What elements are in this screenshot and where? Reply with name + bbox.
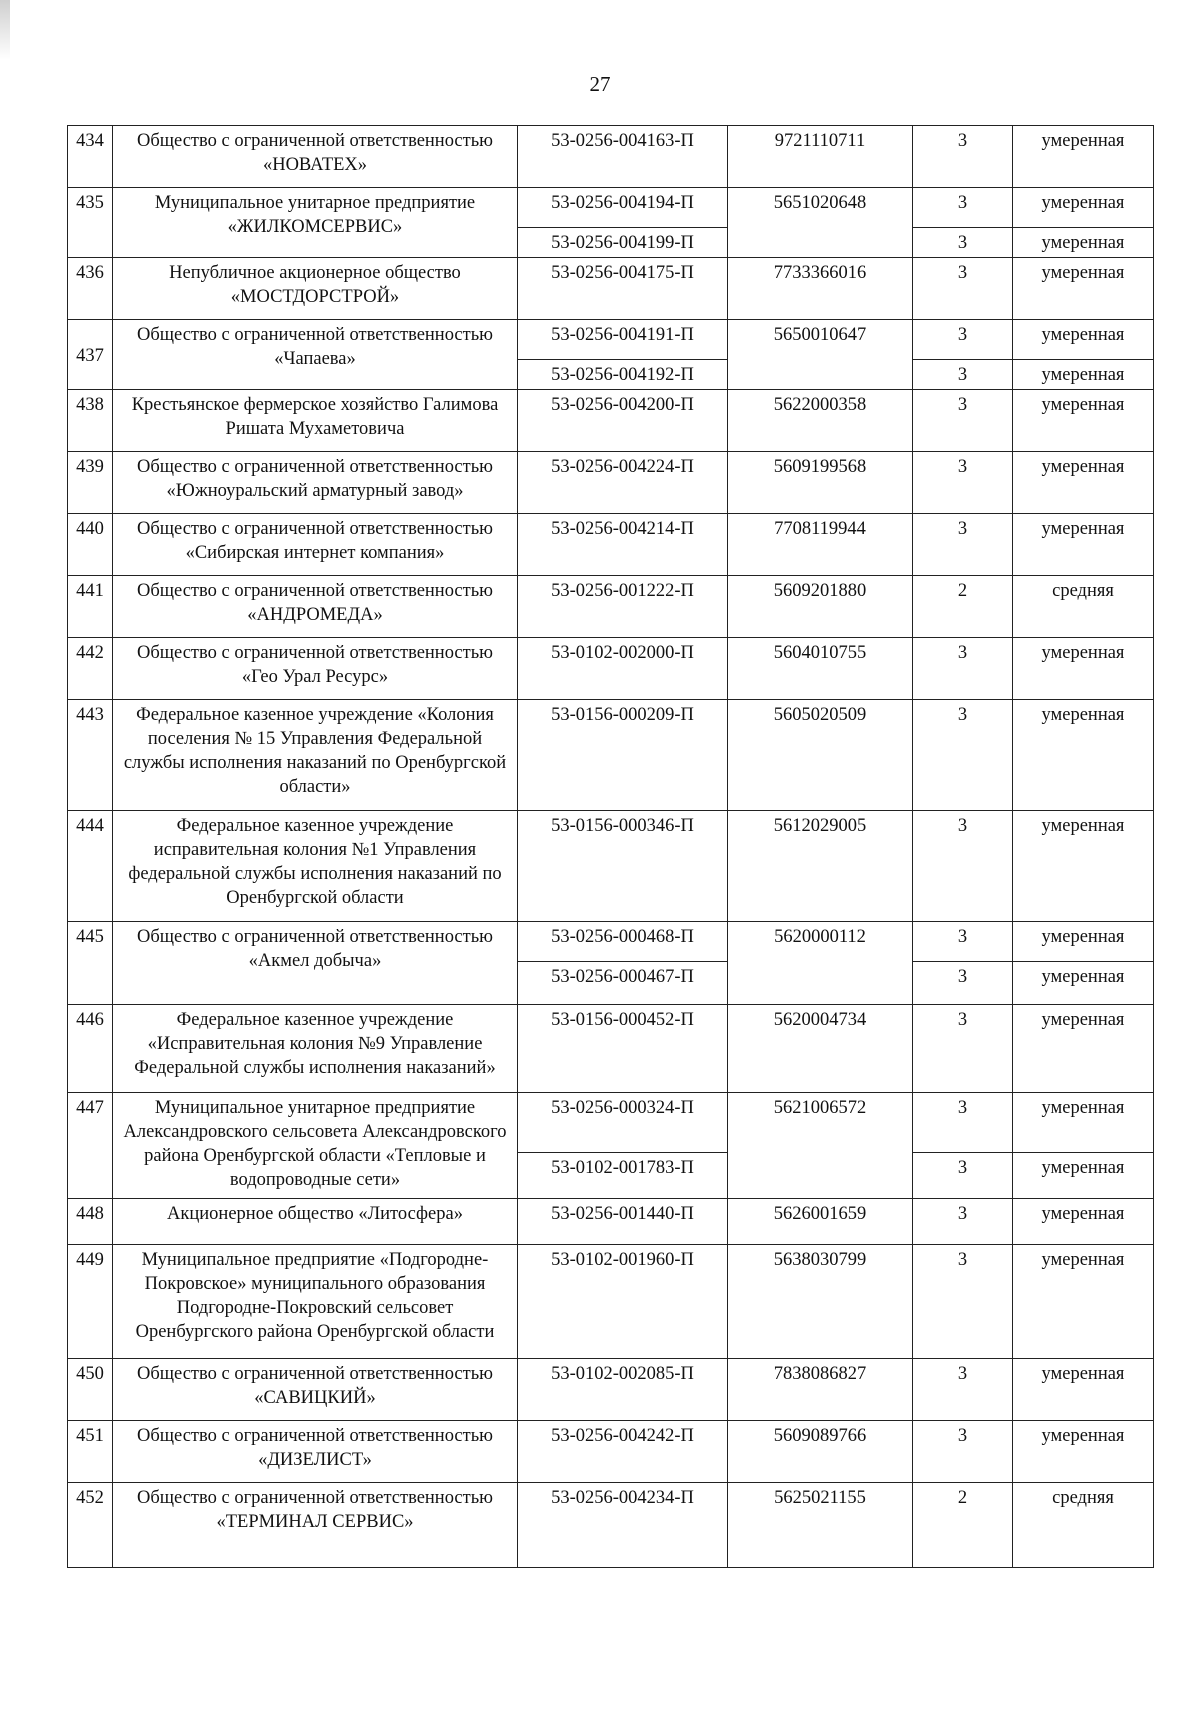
inn-value: 5626001659 [728, 1199, 913, 1245]
object-code: 53-0102-002000-П [518, 638, 728, 700]
risk-level: умеренная [1013, 188, 1154, 228]
object-code: 53-0256-000468-П [518, 922, 728, 962]
object-code: 53-0156-000209-П [518, 700, 728, 811]
row-number: 442 [68, 638, 113, 700]
object-code: 53-0256-004199-П [518, 228, 728, 258]
inn-value: 5622000358 [728, 390, 913, 452]
risk-level: умеренная [1013, 962, 1154, 1005]
object-code: 53-0256-004234-П [518, 1483, 728, 1568]
risk-level: умеренная [1013, 922, 1154, 962]
organization-name: Муниципальное унитарное предприятие «ЖИЛКОМСЕРВИС» [113, 188, 518, 258]
table-row [68, 390, 1154, 452]
inn-value: 5638030799 [728, 1245, 913, 1359]
object-code: 53-0256-000467-П [518, 962, 728, 1005]
organization-name: Общество с ограниченной ответственностью «ТЕРМИНАЛ СЕРВИС» [113, 1483, 518, 1568]
risk-level: умеренная [1013, 228, 1154, 258]
hazard-category: 3 [913, 922, 1013, 962]
page-number: 27 [589, 72, 611, 96]
hazard-category: 3 [913, 1245, 1013, 1359]
object-code: 53-0256-004163-П [518, 126, 728, 188]
row-number: 440 [68, 514, 113, 576]
risk-level: умеренная [1013, 390, 1154, 452]
risk-level: умеренная [1013, 1359, 1154, 1421]
organization-name: Общество с ограниченной ответственностью «НОВАТЕХ» [113, 126, 518, 188]
hazard-category: 3 [913, 811, 1013, 922]
table-row [68, 811, 1154, 922]
table-row [68, 1093, 1154, 1153]
row-number: 448 [68, 1199, 113, 1245]
registry-table [67, 125, 1154, 1568]
table-row [68, 1421, 1154, 1483]
risk-level: умеренная [1013, 320, 1154, 360]
registry-table-body [68, 126, 1154, 1568]
organization-name: Федеральное казенное учреждение «Исправительная колония №9 Управление Федеральной службы исполнения наказаний» [113, 1005, 518, 1093]
row-number: 438 [68, 390, 113, 452]
organization-name: Общество с ограниченной ответственностью «АНДРОМЕДА» [113, 576, 518, 638]
table-row [68, 1483, 1154, 1568]
inn-value: 5612029005 [728, 811, 913, 922]
organization-name: Общество с ограниченной ответственностью «Чапаева» [113, 320, 518, 390]
row-number: 451 [68, 1421, 113, 1483]
inn-value: 5605020509 [728, 700, 913, 811]
row-number: 437 [68, 320, 113, 390]
inn-value: 5620000112 [728, 922, 913, 1005]
table-row [68, 922, 1154, 962]
hazard-category: 3 [913, 188, 1013, 228]
organization-name: Муниципальное предприятие «Подгородне-Покровское» муниципального образования Подгородне-Покровский сельсовет Оренбургского района Оренбургской области [113, 1245, 518, 1359]
inn-value: 7838086827 [728, 1359, 913, 1421]
object-code: 53-0102-001783-П [518, 1153, 728, 1199]
hazard-category: 3 [913, 1421, 1013, 1483]
object-code: 53-0102-002085-П [518, 1359, 728, 1421]
risk-level: умеренная [1013, 1199, 1154, 1245]
hazard-category: 3 [913, 1005, 1013, 1093]
row-number: 452 [68, 1483, 113, 1568]
table-row [68, 126, 1154, 188]
inn-value: 9721110711 [728, 126, 913, 188]
risk-level: умеренная [1013, 514, 1154, 576]
row-number: 434 [68, 126, 113, 188]
table-row [68, 1199, 1154, 1245]
inn-value: 5609199568 [728, 452, 913, 514]
inn-value: 5651020648 [728, 188, 913, 258]
row-number: 441 [68, 576, 113, 638]
table-row [68, 514, 1154, 576]
organization-name: Федеральное казенное учреждение «Колония поселения № 15 Управления Федеральной службы исполнения наказаний по Оренбургской области» [113, 700, 518, 811]
risk-level: умеренная [1013, 700, 1154, 811]
hazard-category: 3 [913, 700, 1013, 811]
risk-level: умеренная [1013, 638, 1154, 700]
risk-level: средняя [1013, 576, 1154, 638]
risk-level: умеренная [1013, 452, 1154, 514]
hazard-category: 3 [913, 390, 1013, 452]
inn-value: 5620004734 [728, 1005, 913, 1093]
organization-name: Муниципальное унитарное предприятие Александровского сельсовета Александровского района Оренбургской области «Тепловые и водопроводные сети» [113, 1093, 518, 1199]
organization-name: Федеральное казенное учреждение исправительная колония №1 Управления федеральной службы исполнения наказаний по Оренбургской области [113, 811, 518, 922]
hazard-category: 3 [913, 1093, 1013, 1153]
object-code: 53-0156-000346-П [518, 811, 728, 922]
hazard-category: 2 [913, 576, 1013, 638]
hazard-category: 3 [913, 258, 1013, 320]
row-number: 443 [68, 700, 113, 811]
risk-level: умеренная [1013, 258, 1154, 320]
risk-level: умеренная [1013, 1421, 1154, 1483]
row-number: 436 [68, 258, 113, 320]
row-number: 435 [68, 188, 113, 258]
object-code: 53-0256-004194-П [518, 188, 728, 228]
table-row [68, 700, 1154, 811]
hazard-category: 3 [913, 228, 1013, 258]
hazard-category: 2 [913, 1483, 1013, 1568]
table-row [68, 452, 1154, 514]
organization-name: Общество с ограниченной ответственностью «Акмел добыча» [113, 922, 518, 1005]
organization-name: Общество с ограниченной ответственностью «Южноуральский арматурный завод» [113, 452, 518, 514]
row-number: 446 [68, 1005, 113, 1093]
object-code: 53-0256-004224-П [518, 452, 728, 514]
table-row [68, 188, 1154, 228]
inn-value: 7733366016 [728, 258, 913, 320]
risk-level: умеренная [1013, 360, 1154, 390]
hazard-category: 3 [913, 638, 1013, 700]
risk-level: умеренная [1013, 811, 1154, 922]
table-row [68, 1005, 1154, 1093]
row-number: 444 [68, 811, 113, 922]
inn-value: 5625021155 [728, 1483, 913, 1568]
inn-value: 5650010647 [728, 320, 913, 390]
organization-name: Общество с ограниченной ответственностью «Гео Урал Ресурс» [113, 638, 518, 700]
scan-edge [0, 0, 10, 60]
table-row [68, 320, 1154, 360]
table-row [68, 638, 1154, 700]
object-code: 53-0256-000324-П [518, 1093, 728, 1153]
inn-value: 7708119944 [728, 514, 913, 576]
organization-name: Акционерное общество «Литосфера» [113, 1199, 518, 1245]
hazard-category: 3 [913, 1359, 1013, 1421]
risk-level: умеренная [1013, 126, 1154, 188]
row-number: 439 [68, 452, 113, 514]
object-code: 53-0256-004200-П [518, 390, 728, 452]
hazard-category: 3 [913, 514, 1013, 576]
organization-name: Непубличное акционерное общество «МОСТДОРСТРОЙ» [113, 258, 518, 320]
hazard-category: 3 [913, 1199, 1013, 1245]
organization-name: Общество с ограниченной ответственностью «Сибирская интернет компания» [113, 514, 518, 576]
hazard-category: 3 [913, 360, 1013, 390]
hazard-category: 3 [913, 126, 1013, 188]
object-code: 53-0256-001222-П [518, 576, 728, 638]
risk-level: умеренная [1013, 1153, 1154, 1199]
hazard-category: 3 [913, 320, 1013, 360]
table-row [68, 258, 1154, 320]
row-number: 447 [68, 1093, 113, 1199]
hazard-category: 3 [913, 1153, 1013, 1199]
organization-name: Общество с ограниченной ответственностью «ДИЗЕЛИСТ» [113, 1421, 518, 1483]
object-code: 53-0256-001440-П [518, 1199, 728, 1245]
object-code: 53-0256-004191-П [518, 320, 728, 360]
table-row [68, 1245, 1154, 1359]
object-code: 53-0156-000452-П [518, 1005, 728, 1093]
risk-level: средняя [1013, 1483, 1154, 1568]
object-code: 53-0256-004214-П [518, 514, 728, 576]
inn-value: 5621006572 [728, 1093, 913, 1199]
organization-name: Крестьянское фермерское хозяйство Галимова Ришата Мухаметовича [113, 390, 518, 452]
object-code: 53-0102-001960-П [518, 1245, 728, 1359]
object-code: 53-0256-004175-П [518, 258, 728, 320]
row-number: 449 [68, 1245, 113, 1359]
risk-level: умеренная [1013, 1005, 1154, 1093]
table-row [68, 1359, 1154, 1421]
risk-level: умеренная [1013, 1245, 1154, 1359]
hazard-category: 3 [913, 452, 1013, 514]
object-code: 53-0256-004242-П [518, 1421, 728, 1483]
hazard-category: 3 [913, 962, 1013, 1005]
row-number: 445 [68, 922, 113, 1005]
row-number: 450 [68, 1359, 113, 1421]
inn-value: 5609201880 [728, 576, 913, 638]
table-row [68, 576, 1154, 638]
risk-level: умеренная [1013, 1093, 1154, 1153]
object-code: 53-0256-004192-П [518, 360, 728, 390]
inn-value: 5609089766 [728, 1421, 913, 1483]
inn-value: 5604010755 [728, 638, 913, 700]
organization-name: Общество с ограниченной ответственностью «САВИЦКИЙ» [113, 1359, 518, 1421]
